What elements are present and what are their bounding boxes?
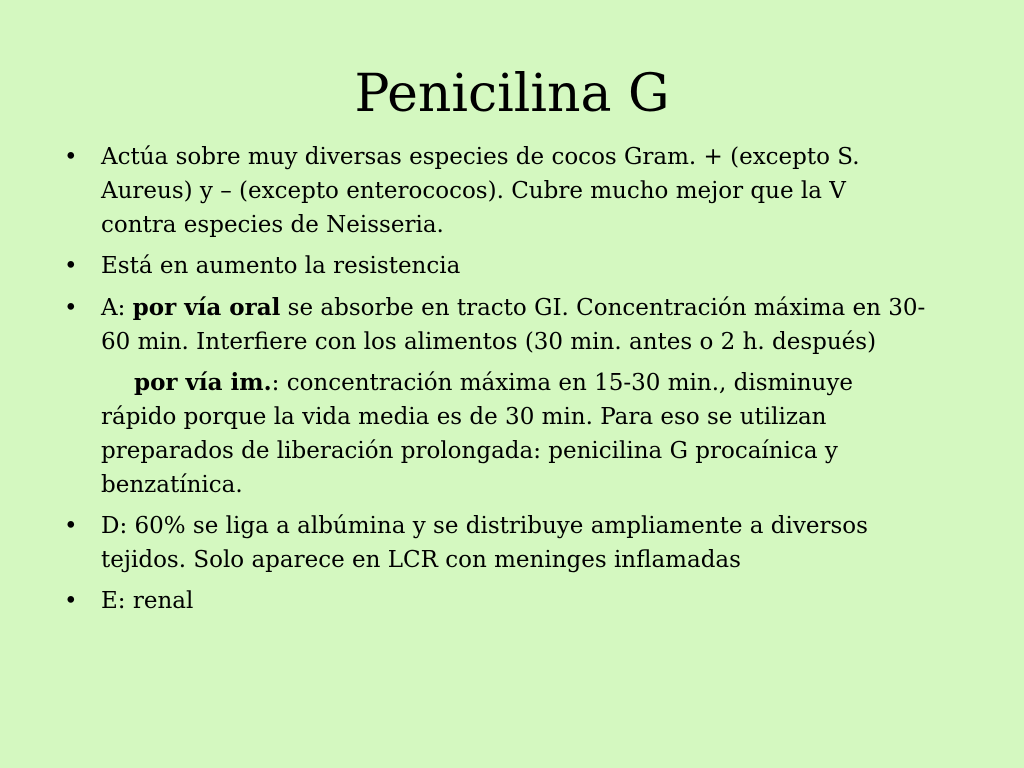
bullet-1-line-1: Actúa sobre muy diversas especies de cocos Gram. + (excepto S.: [101, 144, 860, 170]
bullet-3-im-bold: por vía im.: [134, 369, 272, 396]
bullet-icon: •: [64, 253, 78, 279]
bullet-1-line-2: Aureus) y – (excepto enterococos). Cubre mucho mejor que la V: [101, 178, 846, 204]
bullet-3-line-2: 60 min. Interfiere con los alimentos (30 min. antes o 2 h. después): [101, 329, 877, 355]
bullet-icon: •: [64, 588, 78, 614]
bullet-4-line-1: D: 60% se liga a albúmina y se distribuye ampliamente a diversos: [101, 513, 868, 539]
bullet-3-line-1: [101, 291, 925, 325]
slide-title: Penicilina G: [354, 64, 670, 124]
bullet-3-sub-line-2: rápido porque la vida media es de 30 min. Para eso se utilizan: [101, 404, 827, 430]
bullet-icon: •: [64, 513, 78, 539]
bullet-4-line-2: tejidos. Solo aparece en LCR con meninges inflamadas: [101, 547, 741, 573]
bullet-1-line-3: contra especies de Neisseria.: [101, 212, 444, 238]
bullet-3-sub-line-4: benzatínica.: [101, 472, 243, 498]
bullet-3-sub-line-1: [134, 366, 853, 400]
bullet-5-line-1: E: renal: [101, 588, 194, 614]
bullet-2-line-1: Está en aumento la resistencia: [101, 253, 461, 279]
bullet-3-prefix: A:: [101, 295, 133, 321]
bullet-icon: •: [64, 295, 78, 321]
bullet-3-oral-bold: por vía oral: [132, 294, 281, 321]
bullet-3-sub-line-1-rest: : concentración máxima en 15-30 min., disminuye: [271, 370, 853, 396]
bullet-icon: •: [64, 144, 78, 170]
bullet-3-sub-line-3: preparados de liberación prolongada: penicilina G procaínica y: [101, 438, 838, 464]
bullet-3-line-1-rest: se absorbe en tracto GI. Concentración máxima en 30-: [280, 295, 926, 321]
